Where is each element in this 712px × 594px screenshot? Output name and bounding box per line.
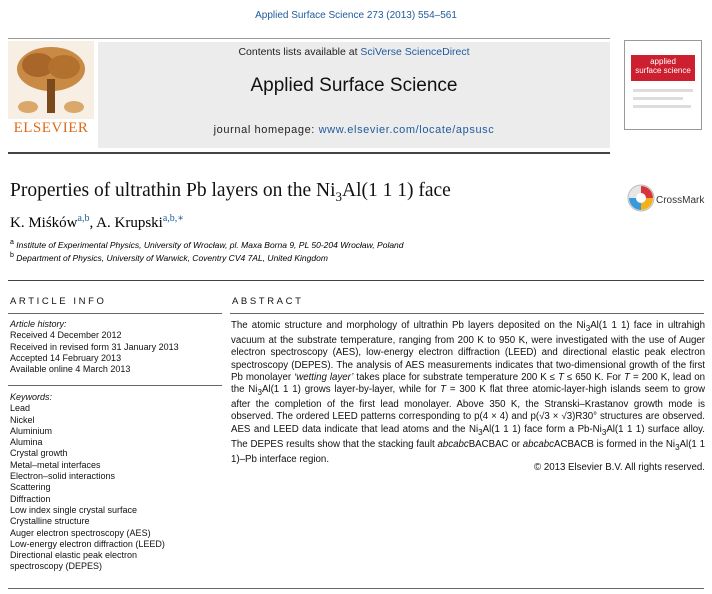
keyword-item: Lead bbox=[10, 403, 31, 414]
homepage-link[interactable]: www.elsevier.com/locate/apsusc bbox=[318, 124, 495, 136]
bottom-rule bbox=[8, 588, 704, 589]
history-label: Article history: bbox=[10, 319, 67, 329]
keyword-item: Aluminium bbox=[10, 425, 53, 436]
affiliation-mark: a bbox=[10, 239, 14, 246]
affiliation-b bbox=[10, 252, 328, 263]
title-part-sub: 3 bbox=[335, 188, 342, 204]
keyword-item: Low-energy electron diffraction (LEED) bbox=[10, 538, 165, 549]
keyword-item: Nickel bbox=[10, 414, 35, 425]
contents-prefix: Contents lists available at bbox=[238, 46, 361, 58]
journal-reference-link[interactable]: Applied Surface Science 273 (2013) 554–561 bbox=[255, 10, 457, 21]
affiliation-text: Department of Physics, University of Warwick, Coventry CV4 7AL, United Kingdom bbox=[16, 252, 328, 263]
author-list: K. Miśków$^{a,b}$, A. Krupski$^{a,b,∗}$ bbox=[10, 213, 185, 231]
cover-title bbox=[625, 57, 701, 75]
keyword-item: spectroscopy (DEPES) bbox=[10, 561, 103, 572]
author-name[interactable]: A. Krupski bbox=[96, 215, 163, 231]
header-top-rule bbox=[8, 38, 610, 39]
keyword-item: Metal–metal interfaces bbox=[10, 459, 101, 470]
author-affiliation-marks[interactable]: a,b bbox=[77, 213, 90, 224]
abstract-body: The atomic structure and morphology of ultrathin Pb layers deposited on the $Ni_3Al(1$ 1 1) face in ultrahigh vacuum at the substrate temperature, ranging from 200 K to 950 K, were investigated with the use of Auger electron spectroscopy (AES), low-energy electron diffraction (LEED) and directional elastic peak electron spectroscopy (DEPES). The analysis of AES measurements indicates that two-dimensional growth of the first Pb monolayer ‘wetting layer’ takes place for substrate temperature 200 K ≤ T ≤ 650 K. For T = 200 K, lead on the $Ni_3Al(1$ 1 1) grows layer-by-layer, while for T = 300 K flat three atomic-layer-high islands seem to grow after the completion of the first lead monolayer. Above 350 K, the Stranski–Krastanov growth mode is observed. The ordered LEED patterns corresponding to p(4 × 4) and p(√3 × √3)R30° structures are observed. AES and LEED data indicate that lead atoms and the $Ni_3Al(1$ 1 1) face form a $Pb-Ni_3Al(1$ 1 1) surface alloy. The DEPES results show that the stacking fault abcabcBACBAC or abcabcACBACB is formed in the $Ni_3Al(1$ 1 1)–Pb interface region. bbox=[231, 320, 705, 465]
cover-text-line bbox=[633, 105, 691, 108]
keyword-item: Auger electron spectroscopy (AES) bbox=[10, 527, 151, 538]
cover-text-line bbox=[633, 97, 683, 100]
title-part-post: Al(1 1 1) face bbox=[341, 180, 451, 201]
copyright-notice: © 2013 Elsevier B.V. All rights reserved. bbox=[533, 462, 705, 473]
cover-title-line-1: applied bbox=[650, 57, 676, 66]
elsevier-wordmark: ELSEVIER bbox=[13, 120, 89, 136]
history-item: Available online 4 March 2013 bbox=[10, 364, 131, 375]
history-item: Received in revised form 31 January 2013 bbox=[10, 341, 179, 352]
article-info-heading: ARTICLE INFO bbox=[10, 296, 107, 307]
article-info-rule bbox=[8, 313, 222, 314]
keyword-item: Alumina bbox=[10, 437, 43, 448]
sciencedirect-link[interactable]: SciVerse ScienceDirect bbox=[360, 46, 470, 58]
journal-name: Applied Surface Science bbox=[250, 75, 458, 96]
crossmark-label[interactable]: CrossMark bbox=[656, 195, 705, 206]
abstract-rule bbox=[230, 313, 704, 314]
abstract-heading: ABSTRACT bbox=[232, 296, 304, 307]
keyword-item: Crystalline structure bbox=[10, 516, 90, 527]
affiliation-text: Institute of Experimental Physics, University of Wrocław, pl. Maxa Borna 9, PL 50-204 Wrocław, Poland bbox=[16, 239, 404, 250]
contents-line bbox=[98, 46, 610, 58]
history-item: Accepted 14 February 2013 bbox=[10, 352, 122, 363]
header-bottom-rule bbox=[8, 152, 610, 154]
article-history bbox=[10, 319, 220, 375]
keyword-item: Low index single crystal surface bbox=[10, 504, 138, 515]
keyword-item: Crystal growth bbox=[10, 448, 68, 459]
affiliation-mark: b bbox=[10, 252, 14, 259]
cover-text-line bbox=[633, 89, 693, 92]
keyword-item: Diffraction bbox=[10, 493, 51, 504]
keywords-rule bbox=[8, 385, 222, 386]
keywords-label: Keywords: bbox=[10, 392, 53, 402]
journal-cover-thumbnail[interactable] bbox=[624, 40, 702, 130]
journal-homepage bbox=[98, 124, 610, 136]
author-name[interactable]: K. Miśków bbox=[10, 215, 78, 231]
keyword-item: Scattering bbox=[10, 482, 51, 493]
affiliation-a bbox=[10, 239, 404, 250]
history-item: Received 4 December 2012 bbox=[10, 330, 122, 341]
article-title bbox=[10, 180, 451, 205]
title-part-pre: Properties of ultrathin Pb layers on the Ni bbox=[10, 180, 336, 201]
homepage-prefix: journal homepage: bbox=[213, 124, 319, 136]
keywords-list bbox=[10, 392, 220, 573]
keyword-item: Directional elastic peak electron bbox=[10, 550, 138, 561]
content-divider bbox=[8, 280, 704, 281]
author-affiliation-marks[interactable]: a,b,∗ bbox=[162, 213, 185, 224]
keyword-item: Electron–solid interactions bbox=[10, 471, 116, 482]
cover-title-line-2: surface science bbox=[635, 66, 691, 75]
